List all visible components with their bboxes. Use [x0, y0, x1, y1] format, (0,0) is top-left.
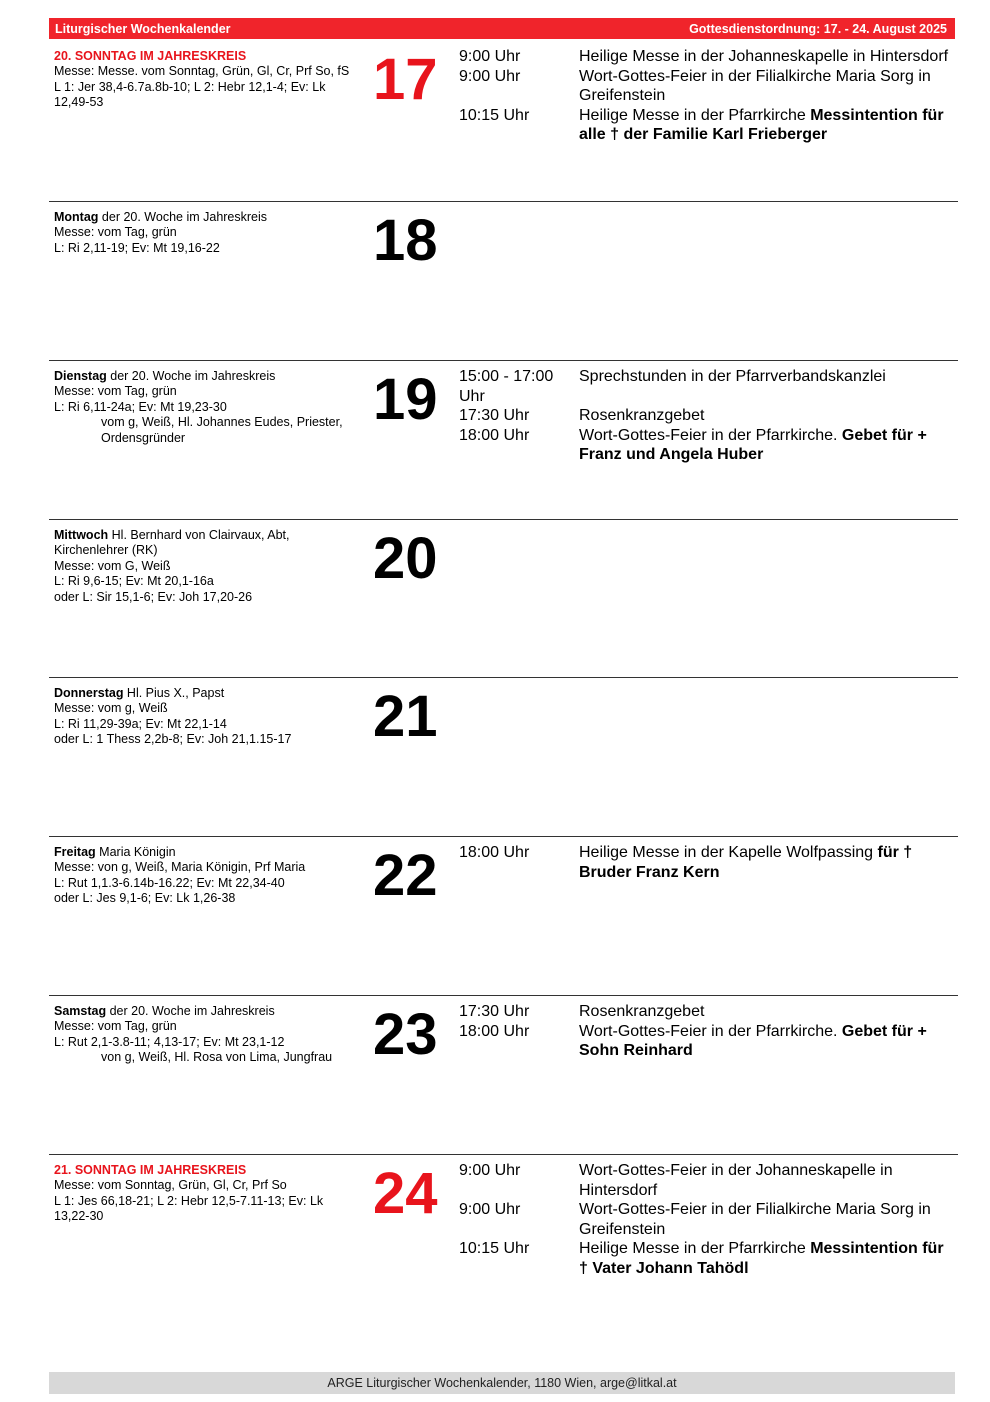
event-row [459, 406, 951, 426]
event-intention: Messintention für alle † der Familie Karl Frieberger [579, 106, 944, 143]
day-title-rest: der 20. Woche im Jahreskreis [106, 1004, 275, 1018]
liturgy-info [54, 1163, 356, 1225]
day-title-rest: der 20. Woche im Jahreskreis [98, 210, 268, 224]
event-row [459, 367, 951, 406]
event-text: Wort-Gottes-Feier in der Filialkirche Maria Sorg in Greifenstein [579, 1201, 931, 1238]
header-title: Liturgischer Wochenkalender [55, 21, 231, 36]
liturgy-line: oder L: Sir 15,1-6; Ev: Joh 17,20-26 [54, 589, 253, 604]
day-title [54, 1004, 356, 1019]
day-number: 19 [373, 367, 438, 432]
liturgy-info [54, 528, 356, 605]
day-number: 22 [373, 843, 438, 908]
event-description [579, 1239, 951, 1278]
day-title-rest: der 20. Woche im Jahreskreis [106, 369, 276, 383]
event-row [459, 843, 951, 882]
day-block [49, 519, 958, 678]
event-text: Sprechstunden in der Pfarrverbandskanzlei [579, 368, 886, 385]
event-time: 9:00 Uhr [459, 1162, 521, 1179]
event-description [579, 106, 951, 145]
event-text: Wort-Gottes-Feier in der Pfarrkirche. [579, 1022, 838, 1040]
event-text: Heilige Messe in der Pfarrkirche [579, 1240, 806, 1257]
day-block [49, 201, 958, 360]
event-time: 10:15 Uhr [459, 1240, 530, 1257]
day-block [49, 1154, 958, 1313]
event-row [459, 1239, 951, 1278]
day-number: 17 [373, 47, 438, 112]
event-time: 17:30 Uhr [459, 1003, 530, 1020]
liturgy-line: L 1: Jer 38,4-6.7a.8b-10; L 2: Hebr 12,1-4; Ev: Lk 12,49-53 [54, 79, 326, 110]
day-number: 24 [373, 1161, 438, 1226]
event-description [579, 367, 951, 406]
liturgy-line: oder L: Jes 9,1-6; Ev: Lk 1,26-38 [54, 891, 236, 906]
day-number: 20 [373, 526, 438, 591]
day-title-main: Donnerstag [54, 686, 124, 700]
liturgy-line: L: Ri 2,11-19; Ev: Mt 19,16-22 [54, 240, 220, 255]
event-row [459, 1002, 951, 1022]
event-description [579, 406, 951, 426]
event-text: Rosenkranzgebet [579, 1003, 705, 1020]
day-title [54, 369, 356, 384]
day-block [49, 677, 958, 836]
day-title-rest: Hl. Pius X., Papst [123, 686, 225, 700]
event-description [579, 1002, 951, 1022]
event-text: Heilige Messe in der Kapelle Wolfpassing [579, 844, 874, 861]
event-description [579, 1200, 951, 1239]
day-title-main: 21. SONNTAG IM JAHRESKREIS [54, 1163, 247, 1177]
event-time: 15:00 - 17:00 Uhr [459, 368, 554, 405]
event-intention: Gebet für + Sohn Reinhard [579, 1022, 927, 1059]
event-description [579, 1022, 951, 1061]
event-time: 9:00 Uhr [459, 67, 521, 85]
day-title [54, 686, 356, 701]
day-title [54, 528, 356, 559]
liturgy-info [54, 1004, 356, 1066]
liturgy-line: Messe: vom Tag, grün [54, 225, 177, 240]
event-time: 17:30 Uhr [459, 407, 530, 424]
liturgy-line: Messe: vom Tag, grün [54, 384, 177, 399]
day-title-main: Montag [54, 210, 99, 224]
liturgy-info [54, 210, 356, 256]
event-intention: Gebet für + Franz und Angela Huber [579, 426, 927, 463]
day-block [49, 836, 958, 995]
event-list [459, 1002, 951, 1061]
event-time: 18:00 Uhr [459, 426, 530, 444]
event-list [459, 1161, 951, 1278]
event-row [459, 1161, 951, 1200]
liturgy-alt-line: vom g, Weiß, Hl. Johannes Eudes, Priester, Ordensgründer [101, 415, 343, 445]
event-text: Rosenkranzgebet [579, 407, 705, 424]
event-intention: Messintention für † Vater Johann Tahödl [579, 1240, 944, 1277]
liturgy-line: Messe: vom Tag, grün [54, 1019, 177, 1034]
day-title [54, 845, 356, 860]
liturgy-line: L: Ri 11,29-39a; Ev: Mt 22,1-14 [54, 716, 227, 731]
footer: ARGE Liturgischer Wochenkalender, 1180 Wien, arge@litkal.at [49, 1372, 955, 1394]
event-description [579, 426, 951, 465]
day-title-main: Freitag [54, 845, 96, 859]
event-row [459, 426, 951, 465]
event-row [459, 47, 951, 67]
day-block [49, 360, 958, 519]
liturgy-line: L: Rut 1,1.3-6.14b-16.22; Ev: Mt 22,34-40 [54, 875, 285, 890]
day-title-main: Mittwoch [54, 528, 109, 542]
liturgy-line: L 1: Jes 66,18-21; L 2: Hebr 12,5-7.11-13; Ev: Lk 13,22-30 [54, 1193, 324, 1224]
liturgy-line: Messe: vom g, Weiß [54, 701, 168, 716]
day-title [54, 1163, 356, 1178]
event-time: 10:15 Uhr [459, 106, 530, 124]
event-row [459, 106, 951, 145]
event-time: 9:00 Uhr [459, 1201, 521, 1218]
liturgy-info [54, 49, 356, 111]
liturgy-line: L: Ri 9,6-15; Ev: Mt 20,1-16a [54, 574, 214, 589]
day-number: 21 [373, 684, 438, 749]
day-title-main: Dienstag [54, 369, 107, 383]
liturgy-line: Messe: Messe. vom Sonntag, Grün, Gl, Cr, Prf So, fS [54, 64, 350, 79]
day-title-main: Samstag [54, 1004, 107, 1018]
event-time: 18:00 Uhr [459, 844, 530, 861]
event-row [459, 67, 951, 106]
event-description [579, 1161, 951, 1200]
event-description [579, 843, 951, 882]
header-date-range: Gottesdienstordnung: 17. - 24. August 2025 [689, 21, 947, 36]
liturgy-line: Messe: vom Sonntag, Grün, Gl, Cr, Prf So [54, 1178, 287, 1193]
day-block [49, 41, 958, 200]
day-title-main: 20. SONNTAG IM JAHRESKREIS [54, 49, 247, 63]
event-list [459, 843, 951, 882]
event-text: Heilige Messe in der Johanneskapelle in Hintersdorf [579, 48, 949, 65]
event-text: Wort-Gottes-Feier in der Filialkirche Maria Sorg in Greifenstein [579, 67, 931, 104]
liturgy-info [54, 686, 356, 748]
liturgy-info [54, 369, 356, 446]
day-title-rest: Hl. Bernhard von Clairvaux, Abt, Kirchenlehrer (RK) [54, 528, 290, 558]
liturgy-line: L: Rut 2,1-3.8-11; 4,13-17; Ev: Mt 23,1-12 [54, 1034, 285, 1049]
day-title [54, 49, 356, 64]
event-row [459, 1200, 951, 1239]
liturgy-alt-line: von g, Weiß, Hl. Rosa von Lima, Jungfrau [101, 1050, 333, 1065]
liturgy-line: L: Ri 6,11-24a; Ev: Mt 19,23-30 [54, 399, 227, 414]
event-text: Wort-Gottes-Feier in der Johanneskapelle in Hintersdorf [579, 1162, 893, 1199]
event-intention: für † Bruder Franz Kern [579, 844, 913, 881]
event-row [459, 1022, 951, 1061]
day-block [49, 995, 958, 1154]
liturgy-line: Messe: vom G, Weiß [54, 558, 171, 573]
event-list [459, 367, 951, 465]
event-time: 18:00 Uhr [459, 1022, 530, 1040]
event-list [459, 47, 951, 145]
day-title-rest: Maria Königin [95, 845, 176, 859]
day-number: 23 [373, 1002, 438, 1067]
day-number: 18 [373, 208, 438, 273]
day-title [54, 210, 356, 225]
event-description [579, 47, 951, 67]
calendar-header [49, 18, 955, 39]
liturgy-line: Messe: von g, Weiß, Maria Königin, Prf Maria [54, 860, 306, 875]
event-text: Wort-Gottes-Feier in der Pfarrkirche. [579, 426, 838, 444]
liturgy-line: oder L: 1 Thess 2,2b-8; Ev: Joh 21,1.15-17 [54, 732, 292, 747]
liturgy-info [54, 845, 356, 907]
event-text: Heilige Messe in der Pfarrkirche [579, 106, 806, 124]
event-description [579, 67, 951, 106]
event-time: 9:00 Uhr [459, 48, 521, 65]
